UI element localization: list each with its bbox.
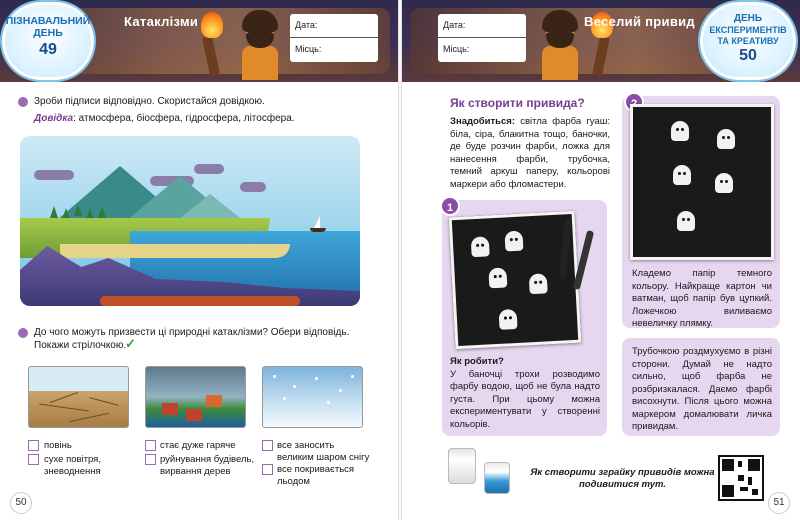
place-field[interactable]: Місць:	[443, 44, 470, 54]
option-ice-cover: все покривається льодом	[277, 464, 355, 487]
task1-instruction: Зроби підписи відповідно. Скористайся довідкою.	[34, 96, 265, 107]
checkmark-icon: ✓	[125, 336, 136, 351]
right-page	[400, 0, 800, 520]
qr-code-icon[interactable]	[718, 455, 764, 501]
ghost-craft-title: Як створити привида?	[450, 96, 585, 110]
left-day-badge	[2, 2, 94, 80]
option-checkbox[interactable]	[262, 464, 273, 475]
flame-icon	[201, 12, 223, 38]
right-topic-title: Веселий привид	[584, 14, 695, 29]
materials-label: Знадобиться:	[450, 116, 515, 127]
caveman-illustration	[540, 10, 580, 80]
paint-jar-icon	[448, 448, 476, 484]
right-badge-label-1: ДЕНЬ	[733, 13, 763, 24]
left-topic-title: Катаклізми	[124, 14, 199, 29]
snowstorm-picture	[262, 366, 363, 428]
left-header-banner	[0, 0, 400, 82]
option-destruction: руйнування будівель, вирвання дерев	[160, 454, 255, 477]
storm-picture	[145, 366, 246, 428]
right-header-banner	[400, 0, 800, 82]
book-spine	[398, 0, 402, 520]
option-checkbox[interactable]	[145, 454, 156, 465]
sailboat-icon	[310, 216, 324, 232]
task2-instruction-line1: До чого можуть призвести ці природні катаклізми? Обери відповідь.	[34, 327, 350, 338]
materials-list: світла фарба гуаш: біла, сіра, блакитна тощо, баночки, де буде розчин фарби, ложка для нанесення фарби, трубочка, темний аркуш паперу, кольорові маркери або фломастери.	[450, 116, 610, 190]
left-badge-label-1: ПІЗНАВАЛЬНИЙ	[5, 15, 91, 27]
option-dry-air: сухе повітря, зневоднення	[44, 454, 101, 477]
video-note: Як створити зграйку привидів можна подивитися тут.	[530, 467, 715, 490]
option-snow-cover: все заносить великим шаром снігу	[277, 440, 370, 463]
option-very-hot: стає дуже гаряче	[160, 440, 236, 451]
step1-badge: 1	[440, 196, 460, 216]
option-checkbox[interactable]	[145, 440, 156, 451]
step2-photo	[630, 104, 774, 260]
option-checkbox[interactable]	[28, 440, 39, 451]
caveman-illustration	[240, 10, 280, 80]
right-date-box	[438, 14, 526, 62]
left-badge-label-2: ДЕНЬ	[33, 27, 63, 39]
task2-instruction-line2: Покажи стрілочкою.	[34, 340, 127, 351]
hint-word: Довідка	[34, 113, 74, 124]
right-badge-label-3: ТА КРЕАТИВУ	[717, 36, 779, 46]
left-badge-number: 49	[39, 41, 57, 58]
left-page-number: 50	[10, 492, 32, 514]
how-text: У баночці трохи розводимо фарбу водою, щоб не була надто густа. При цьому можна експериментувати у створенні кольорів.	[450, 368, 600, 430]
task2-bullet-icon	[18, 328, 28, 338]
right-badge-number: 50	[739, 47, 757, 64]
task1-hint	[34, 112, 384, 125]
hint-text: : атмосфера, біосфера, гідросфера, літосфера.	[73, 113, 295, 124]
how-label: Як робити?	[450, 356, 504, 367]
right-page-number: 51	[768, 492, 790, 514]
task1-bullet-icon	[18, 97, 28, 107]
option-flood: повінь	[44, 440, 72, 451]
date-field[interactable]: Дата:	[438, 14, 526, 38]
right-badge-label-2: ЕКСПЕРИМЕНТІВ	[709, 25, 787, 35]
date-field[interactable]: Дата:	[290, 14, 378, 38]
option-checkbox[interactable]	[28, 454, 39, 465]
place-field[interactable]: Місць:	[295, 44, 322, 54]
step1-text	[450, 356, 600, 431]
drought-picture	[28, 366, 129, 428]
right-day-badge	[700, 2, 796, 80]
left-date-box	[290, 14, 378, 62]
paint-jar-icon	[484, 462, 510, 494]
step1-photo	[449, 211, 582, 349]
earth-spheres-landscape	[20, 136, 360, 306]
step3-text: Трубочкою роздмухуємо в різні сторони. Думай не надто сильно, щоб фарба не розбризкалася. Даємо фарбі висохнути. Після цього можна маркером домалювати личка привидам.	[632, 346, 772, 432]
step2-text: Кладемо папір темного кольору. Найкраще картон чи ватман, щоб папір був цупкий. Ложечкою виливаємо невеличку плямку.	[632, 268, 772, 329]
materials-text	[450, 116, 610, 191]
option-checkbox[interactable]	[262, 440, 273, 451]
